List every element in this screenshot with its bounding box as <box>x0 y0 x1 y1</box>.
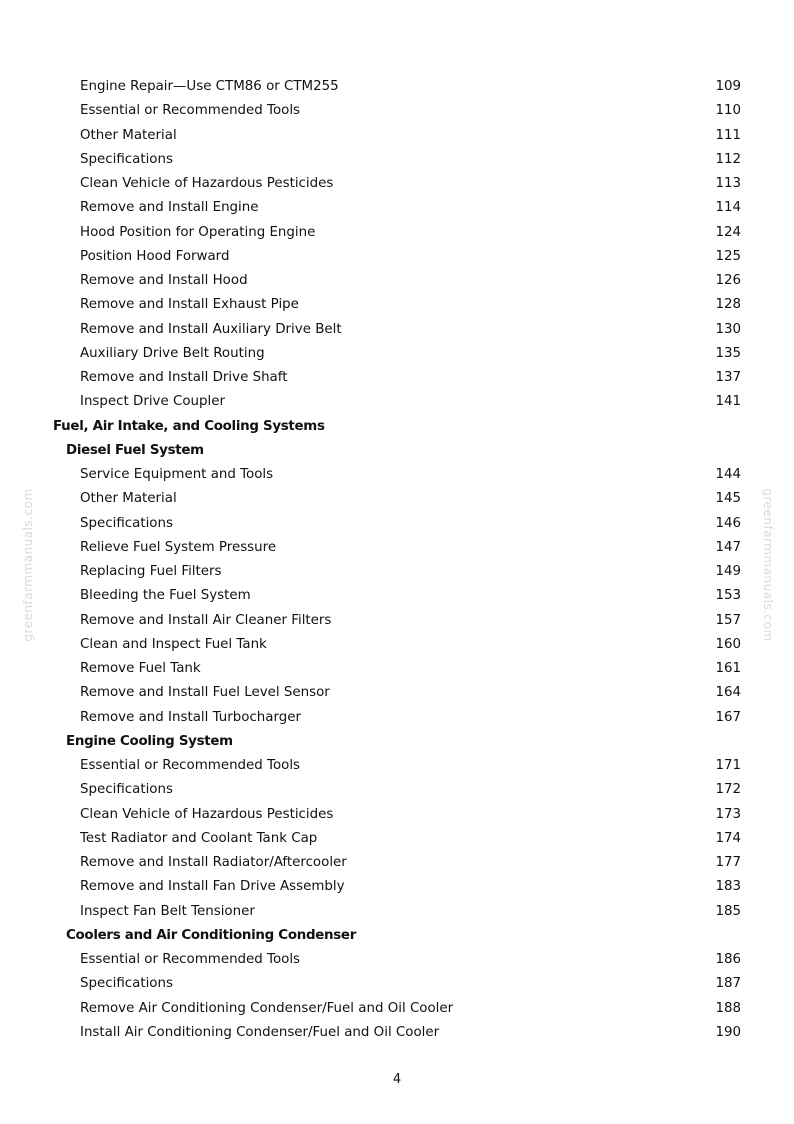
toc-entry-title: Position Hood Forward <box>80 248 230 264</box>
toc-entry-page: 112 <box>715 151 741 167</box>
toc-item[interactable] <box>0 463 794 487</box>
toc-entry-page: 141 <box>715 394 741 410</box>
toc-item[interactable] <box>0 972 794 996</box>
toc-entry-page: 114 <box>715 200 741 216</box>
toc-entry-title: Coolers and Air Conditioning Condenser <box>66 927 357 943</box>
toc-entry-title: Install Air Conditioning Condenser/Fuel and Oil Cooler <box>80 1024 440 1040</box>
toc-entry-page: 167 <box>715 709 741 725</box>
toc-entry-title: Inspect Drive Coupler <box>80 394 225 410</box>
toc-entry-page: 111 <box>715 127 741 143</box>
toc-item[interactable] <box>0 706 794 730</box>
toc-entry-title: Remove and Install Radiator/Aftercooler <box>80 855 347 870</box>
toc-entry-title: Clean Vehicle of Hazardous Pesticides <box>80 176 334 191</box>
toc-entry-page: 145 <box>715 491 741 507</box>
toc-entry-title: Bleeding the Fuel System <box>80 588 251 604</box>
toc-entry-page: 109 <box>715 79 741 94</box>
toc-entry-page: 185 <box>715 903 741 919</box>
toc-item[interactable] <box>0 609 794 633</box>
toc-item[interactable] <box>0 172 794 196</box>
toc-entry-page: 171 <box>715 758 741 773</box>
toc-entry-page: 190 <box>715 1024 741 1040</box>
toc-item[interactable] <box>0 536 794 560</box>
toc-item[interactable] <box>0 487 794 511</box>
toc-entry-page: 186 <box>715 952 741 967</box>
toc-entry-page: 126 <box>715 273 741 288</box>
toc-entry-title: Clean and Inspect Fuel Tank <box>80 636 267 652</box>
toc-entry-title: Remove and Install Fan Drive Assembly <box>80 879 345 895</box>
toc-entry-page: 188 <box>715 1000 741 1016</box>
toc-entry-title: Remove and Install Auxiliary Drive Belt <box>80 321 342 337</box>
toc-entry-page: 137 <box>715 370 741 385</box>
toc-item[interactable] <box>0 196 794 220</box>
toc-entry-page: 147 <box>715 539 741 555</box>
toc-item[interactable] <box>0 390 794 414</box>
toc-entry-title: Remove and Install Exhaust Pipe <box>80 297 299 313</box>
toc-entry-title: Other Material <box>80 491 177 507</box>
toc-entry-page: 124 <box>715 224 741 240</box>
toc-entry-title: Remove Fuel Tank <box>80 661 201 676</box>
toc-item[interactable] <box>0 803 794 827</box>
toc-entry-page: 183 <box>715 879 741 895</box>
toc-entry-title: Remove and Install Engine <box>80 200 259 216</box>
toc-entry-title: Remove and Install Hood <box>80 273 248 288</box>
toc-item[interactable] <box>0 948 794 972</box>
toc-item[interactable] <box>0 851 794 875</box>
toc-item[interactable] <box>0 245 794 269</box>
toc-item[interactable] <box>0 584 794 608</box>
toc-entry-title: Clean Vehicle of Hazardous Pesticides <box>80 806 334 822</box>
toc-entry-title: Fuel, Air Intake, and Cooling Systems <box>53 418 325 434</box>
toc-entry-title: Relieve Fuel System Pressure <box>80 539 277 555</box>
toc-entry-title: Remove and Install Drive Shaft <box>80 370 288 385</box>
toc-entry-title: Replacing Fuel Filters <box>80 564 222 579</box>
toc-entry-page: 153 <box>715 588 741 604</box>
toc-entry-title: Service Equipment and Tools <box>80 467 274 482</box>
toc-item[interactable] <box>0 875 794 899</box>
toc-entry-title: Hood Position for Operating Engine <box>80 224 316 240</box>
toc-item[interactable] <box>0 148 794 172</box>
toc-entry-page: 149 <box>715 564 741 579</box>
toc-entry-title: Remove and Install Fuel Level Sensor <box>80 685 330 701</box>
toc-item[interactable] <box>0 997 794 1021</box>
toc-entry-title: Essential or Recommended Tools <box>80 758 301 773</box>
toc-section[interactable] <box>0 730 794 754</box>
toc-section[interactable] <box>0 924 794 948</box>
toc-entry-title: Remove Air Conditioning Condenser/Fuel and Oil Cooler <box>80 1000 454 1016</box>
toc-item[interactable] <box>0 778 794 802</box>
toc-entry-page: 110 <box>715 103 741 119</box>
toc-entry-title: Auxiliary Drive Belt Routing <box>80 345 265 361</box>
toc-entry-page: 177 <box>715 855 741 870</box>
toc-entry-title: Diesel Fuel System <box>66 442 204 458</box>
toc-entry-page: 128 <box>715 297 741 313</box>
toc-entry-page: 125 <box>715 248 741 264</box>
toc-entry-title: Essential or Recommended Tools <box>80 952 301 967</box>
toc-item[interactable] <box>0 560 794 584</box>
toc-item[interactable] <box>0 269 794 293</box>
toc-entry-page: 173 <box>715 806 741 822</box>
toc-entry-page: 174 <box>715 830 741 846</box>
toc-item[interactable] <box>0 342 794 366</box>
toc-item[interactable] <box>0 900 794 924</box>
toc-item[interactable] <box>0 1021 794 1045</box>
page-number: 4 <box>392 1072 402 1087</box>
toc-item[interactable] <box>0 512 794 536</box>
toc-item[interactable] <box>0 99 794 123</box>
toc-entry-page: 146 <box>715 515 741 531</box>
toc-entry-page: 164 <box>715 685 741 701</box>
toc-item[interactable] <box>0 318 794 342</box>
toc-entry-title: Specifications <box>80 151 173 167</box>
toc-entry-title: Engine Repair—Use CTM86 or CTM255 <box>80 79 339 94</box>
toc-item[interactable] <box>0 293 794 317</box>
toc-entry-page: 135 <box>715 345 741 361</box>
toc-chapter[interactable] <box>0 415 794 439</box>
toc-entry-page: 113 <box>715 176 741 191</box>
toc-item[interactable] <box>0 657 794 681</box>
toc-entry-page: 144 <box>715 467 741 482</box>
toc-entry-title: Remove and Install Turbocharger <box>80 709 302 725</box>
toc-entry-page: 160 <box>715 636 741 652</box>
toc-item[interactable] <box>0 827 794 851</box>
toc-entry-title: Essential or Recommended Tools <box>80 103 301 119</box>
table-of-contents <box>0 75 794 1045</box>
watermark-right: greenfarmmanuals.com <box>761 488 775 642</box>
toc-entry-page: 172 <box>715 782 741 798</box>
toc-entry-title: Specifications <box>80 782 173 798</box>
toc-item[interactable] <box>0 633 794 657</box>
toc-item[interactable] <box>0 754 794 778</box>
toc-item[interactable] <box>0 75 794 99</box>
toc-entry-title: Specifications <box>80 515 173 531</box>
toc-entry-title: Remove and Install Air Cleaner Filters <box>80 612 332 628</box>
toc-entry-page: 161 <box>715 661 741 676</box>
toc-item[interactable] <box>0 681 794 705</box>
toc-entry-title: Other Material <box>80 127 177 143</box>
toc-entry-title: Specifications <box>80 976 173 992</box>
toc-entry-title: Test Radiator and Coolant Tank Cap <box>80 830 318 846</box>
toc-entry-page: 130 <box>715 321 741 337</box>
toc-item[interactable] <box>0 221 794 245</box>
toc-entry-title: Engine Cooling System <box>66 733 233 749</box>
toc-section[interactable] <box>0 439 794 463</box>
toc-entry-page: 157 <box>715 612 741 628</box>
toc-entry-page: 187 <box>715 976 741 992</box>
watermark-left: greenfarmmanuals.com <box>21 488 35 642</box>
toc-entry-title: Inspect Fan Belt Tensioner <box>80 903 255 919</box>
toc-item[interactable] <box>0 366 794 390</box>
toc-item[interactable] <box>0 124 794 148</box>
